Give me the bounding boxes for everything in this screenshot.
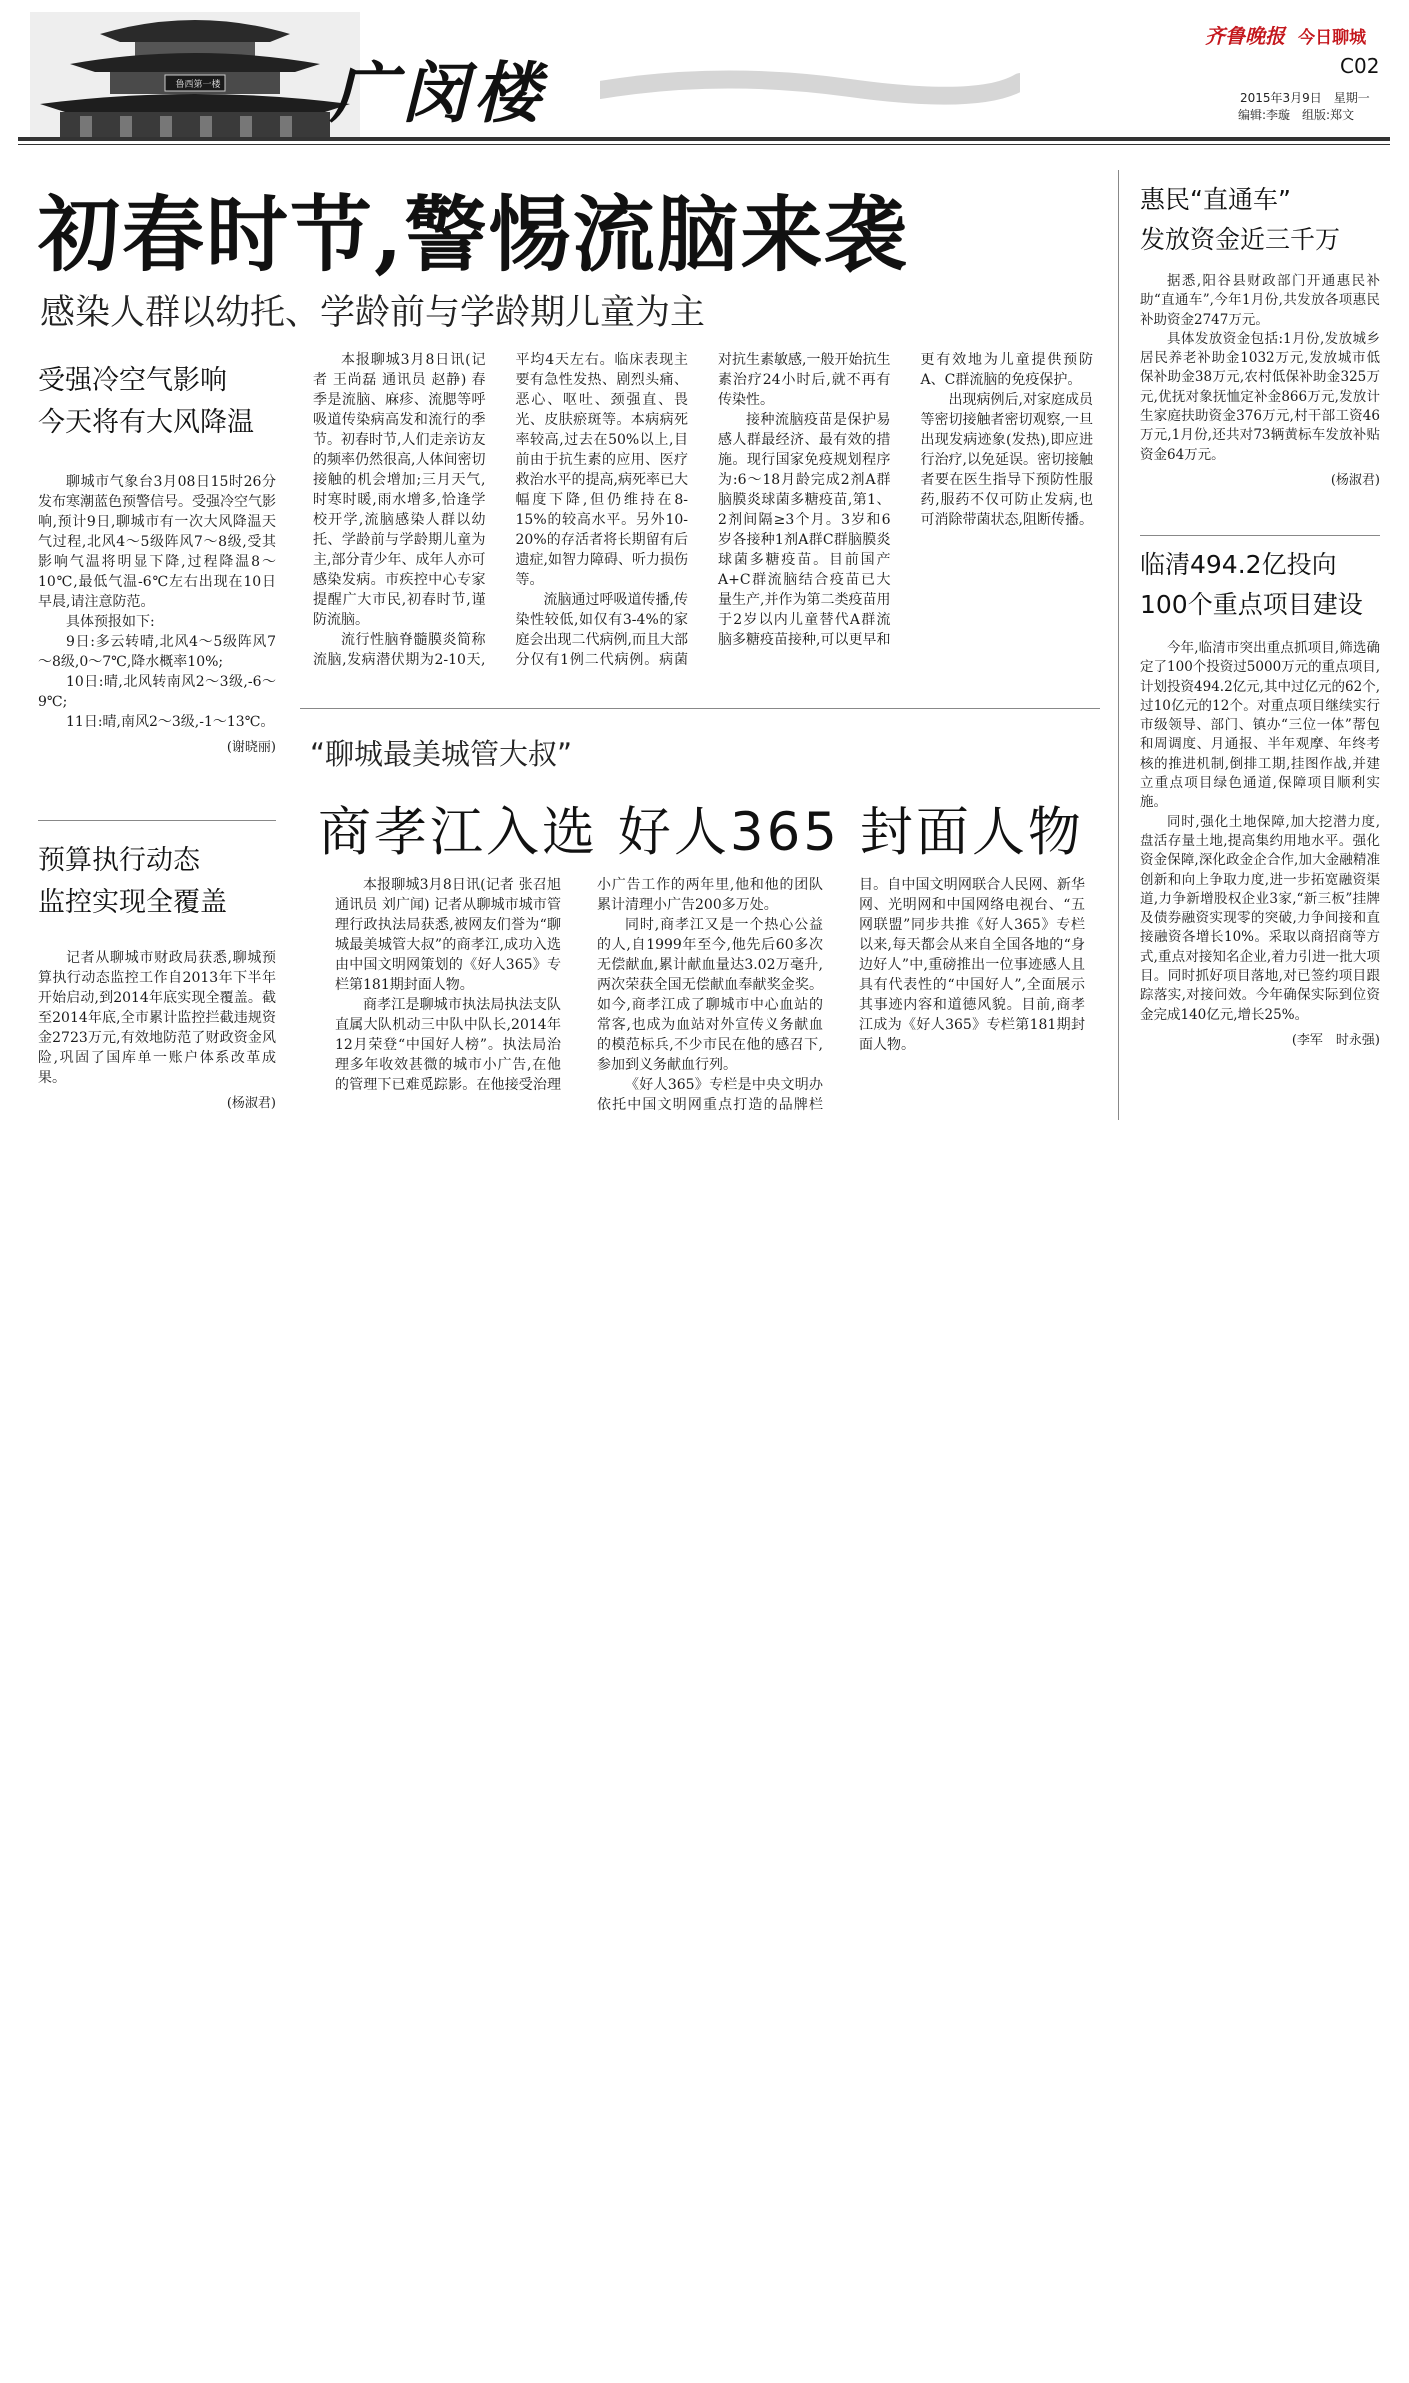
left-divider bbox=[38, 820, 276, 821]
section-title: 广闵楼 bbox=[330, 54, 546, 132]
lead-paragraph: 本报聊城3月8日讯(记者 王尚磊 通讯员 赵静) 春季是流脑、麻疹、流腮等呼吸道传染病高发和流行的季节。初春时节,人们走亲访友的频率仍然很高,人体间密切接触的机会增加;三月天气,时寒时暖,雨水增多,恰逢学校开学,流脑感染人群以幼托、学龄前与学龄期儿童为主,部分青少年、成年人亦可感染发病。市疾控中心专家提醒广大市民,初春时节,谨防流脑。 bbox=[313, 352, 486, 629]
weather-title bbox=[38, 360, 276, 444]
masthead bbox=[0, 0, 1409, 150]
pavilion-illustration bbox=[30, 12, 360, 140]
paper-logo bbox=[1205, 20, 1366, 49]
weather-paragraph: 具体预报如下: bbox=[66, 613, 155, 630]
weather-paragraph: 10日:晴,北风转南风2～3级,-6～9℃; bbox=[38, 673, 276, 710]
lead-paragraph: 接种流脑疫苗是保护易感人群最经济、最有效的措施。现行国家免疫规划程序为:6～18月龄完成2剂A群脑膜炎球菌多糖疫苗,第1、2剂间隔≥3个月。3岁和6岁各接种1剂A群C群脑膜炎球菌多糖疫苗。目前国产A+C群流脑结合疫苗已大量生产,并作为第二类疫苗用于2岁以内儿童替代A群流脑多糖疫苗接种,可以更早和更有效地为儿童提供预防A、C群流脑的免疫保护。 bbox=[718, 352, 1093, 649]
weather-title-line: 受强冷空气影响 bbox=[38, 365, 227, 396]
budget-article bbox=[38, 840, 276, 1111]
subsidy-title-line: 惠民“直通车” bbox=[1140, 185, 1291, 214]
paper-name: 齐鲁晚报 bbox=[1205, 24, 1285, 48]
subsidy-title-line: 发放资金近三千万 bbox=[1140, 225, 1341, 254]
lead-body bbox=[313, 350, 1093, 690]
plaque-text: 鲁西第一楼 bbox=[175, 80, 221, 90]
page-number: C02 bbox=[1340, 54, 1380, 78]
weather-byline: (谢晓丽) bbox=[226, 739, 276, 755]
feature-paragraph: 同时,商孝江又是一个热心公益的人,自1999年至今,他先后60多次无偿献血,累计献血量达3.02万毫升,两次荣获全国无偿献血奉献奖金奖。如今,商孝江成了聊城市中心血站的常客,也成为血站对外宣传义务献血的模范标兵,不少市民在他的感召下,参加到义务献血行列。 bbox=[597, 917, 823, 1074]
edition-name: 今日聊城 bbox=[1298, 28, 1367, 48]
projects-paragraph: 今年,临清市突出重点抓项目,筛选确定了100个投资过5000万元的重点项目,计划投资494.2亿元,其中过亿元的62个,过10亿元的12个。对重点项目继续实行市级领导、部门、镇办“三位一体”帮包和周调度、月通报、半年观摩、年终考核的推进机制,倒排工期,挂图作战,并建立重点项目绿色通道,保障项目顺利实施。 bbox=[1140, 640, 1380, 811]
feature-paragraph: 商孝江是聊城市执法局执法支队直属大队机动三中队中队长,2014年12月荣登“中国好人榜”。执法局治理多年收效甚微的城市小广告,在他的管理下已难觅踪影。在他接受治理小广告工作的两年里,他和他的团队累计清理小广告200多万处。 bbox=[335, 877, 823, 1094]
weather-article bbox=[38, 360, 276, 755]
weather-paragraph: 9日:多云转晴,北风4～5级阵风7～8级,0～7℃,降水概率10%; bbox=[38, 633, 276, 670]
budget-byline: (杨淑君) bbox=[226, 1095, 276, 1111]
feature-kicker: “聊城最美城管大叔” bbox=[310, 737, 573, 771]
right-divider bbox=[1140, 535, 1380, 536]
projects-byline: (李军 时永强) bbox=[1291, 1032, 1380, 1048]
subsidy-paragraph: 具体发放资金包括:1月份,发放城乡居民养老补助金1032万元,发放城市低保补助金38万元,农村低保补助金325万元,优抚对象抚恤定补金866万元,发放计生家庭扶助资金376万元,村干部工资46万元,1月份,还共对73辆黄标车发放补贴资金64万元。 bbox=[1140, 330, 1380, 463]
weather-paragraph: 聊城市气象台3月08日15时26分发布寒潮蓝色预警信号。受强冷空气影响,预计9日,聊城市有一次大风降温天气过程,北风4～5级阵风7～8级,受其影响气温将明显下降,过程降温8～10℃,最低气温-6℃左右出现在10日早晨,请注意防范。 bbox=[38, 473, 276, 610]
lead-paragraph: 流行性脑脊髓膜炎简称流脑,发病潜伏期为2-10天,平均4天左右。临床表现主要有急性发热、剧烈头痛、恶心、呕吐、颈强直、畏光、皮肤瘀斑等。本病病死率较高,过去在50%以上,目前由于抗生素的应用、医疗救治水平的提高,病死率已大幅度下降,但仍维持在8-15%的较高水平。另外10-20%的存活者将长期留有后遗症,如智力障碍、听力损伤等。 bbox=[313, 352, 688, 669]
feature-paragraph: 《好人365》专栏是中央文明办依托中国文明网重点打造的品牌栏目。自中国文明网联合人民网、新华网、光明网和中国网络电视台、“五网联盟”同步共推《好人365》专栏以来,每天都会从来自全国各地的“身边好人”中,重磅推出一位事迹感人且具有代表性的“中国好人”,全面展示其事迹内容和道德风貌。目前,商孝江成为《好人365》专栏第181期封面人物。 bbox=[597, 877, 1085, 1114]
editor-credits: 编辑:李璇 组版:郑文 bbox=[1238, 108, 1355, 122]
subsidy-title bbox=[1140, 180, 1380, 260]
budget-title-line: 监控实现全覆盖 bbox=[38, 886, 227, 918]
subsidy-byline: (杨淑君) bbox=[1330, 472, 1380, 488]
weather-paragraph: 11日:晴,南风2～3级,-1～13℃。 bbox=[66, 713, 275, 730]
lead-subhead: 感染人群以幼托、学龄前与学龄期儿童为主 bbox=[40, 293, 706, 333]
budget-paragraph: 记者从聊城市财政局获悉,聊城预算执行动态监控工作自2013年下半年开始启动,到2014年底实现全覆盖。截至2014年底,全市累计监控拦截违规资金2723万元,有效地防范了财政资金风险,巩固了国库单一账户体系改革成果。 bbox=[38, 949, 276, 1086]
budget-title-line: 预算执行动态 bbox=[38, 845, 200, 876]
weather-title-line: 今天将有大风降温 bbox=[38, 406, 254, 438]
projects-paragraph: 同时,强化土地保障,加大挖潜力度,盘活存量土地,提高集约用地水平。强化资金保障,深化政金企合作,加大金融精准创新和向上争取力度,进一步拓宽融资渠道,力争新增股权企业3家,“新三板”挂牌及债券融资实现零的突破,力争间接和直接融资各增长10%。采取以商招商等方式,重点对接知名企业,着力引进一批大项目。同时抓好项目落地,对已签约项目跟踪落实,对接问效。今年确保实际到位资金完成140亿元,增长25%。 bbox=[1140, 813, 1380, 1023]
issue-date: 2015年3月9日 星期一 bbox=[1240, 91, 1370, 105]
masthead-rule bbox=[18, 137, 1390, 141]
projects-title-line: 100个重点项目建设 bbox=[1140, 590, 1363, 619]
lead-paragraph: 出现病例后,对家庭成员等密切接触者密切观察,一旦出现发病迹象(发热),即应进行治疗,以免延误。密切接触者要在医生指导下预防性服药,服药不仅可防止发病,也可消除带菌状态,阻断传播。 bbox=[920, 392, 1093, 529]
subsidy-paragraph: 据悉,阳谷县财政部门开通惠民补助“直通车”,今年1月份,共发放各项惠民补助资金2747万元。 bbox=[1140, 273, 1380, 328]
budget-title bbox=[38, 840, 276, 924]
lead-paragraph: 流脑通过呼吸道传播,传染性较低,如仅有3-4%的家庭会出现二代病例,而且大部分仅有1例二代病例。病菌对抗生素敏感,一般开始抗生素治疗24小时后,就不再有传染性。 bbox=[515, 352, 891, 669]
feature-paragraph: 本报聊城3月8日讯(记者 张召旭 通讯员 刘广闻) 记者从聊城市城市管理行政执法局获悉,被网友们誉为“聊城最美城管大叔”的商孝江,成功入选由中国文明网策划的《好人365》专栏第181期封面人物。 bbox=[335, 877, 561, 994]
masthead-rule-thin bbox=[18, 144, 1390, 145]
ink-brush-decoration bbox=[600, 60, 1020, 110]
feature-divider bbox=[300, 708, 1100, 709]
projects-article bbox=[1140, 545, 1380, 1048]
feature-headline: 商孝江入选 好人365 封面人物 bbox=[318, 802, 1084, 863]
right-column-divider bbox=[1118, 170, 1119, 1120]
projects-title bbox=[1140, 545, 1380, 625]
subsidy-article bbox=[1140, 180, 1380, 488]
projects-title-line: 临清494.2亿投向 bbox=[1140, 550, 1337, 579]
lead-headline: 初春时节,警惕流脑来袭 bbox=[38, 187, 909, 283]
feature-body bbox=[335, 875, 1085, 1135]
